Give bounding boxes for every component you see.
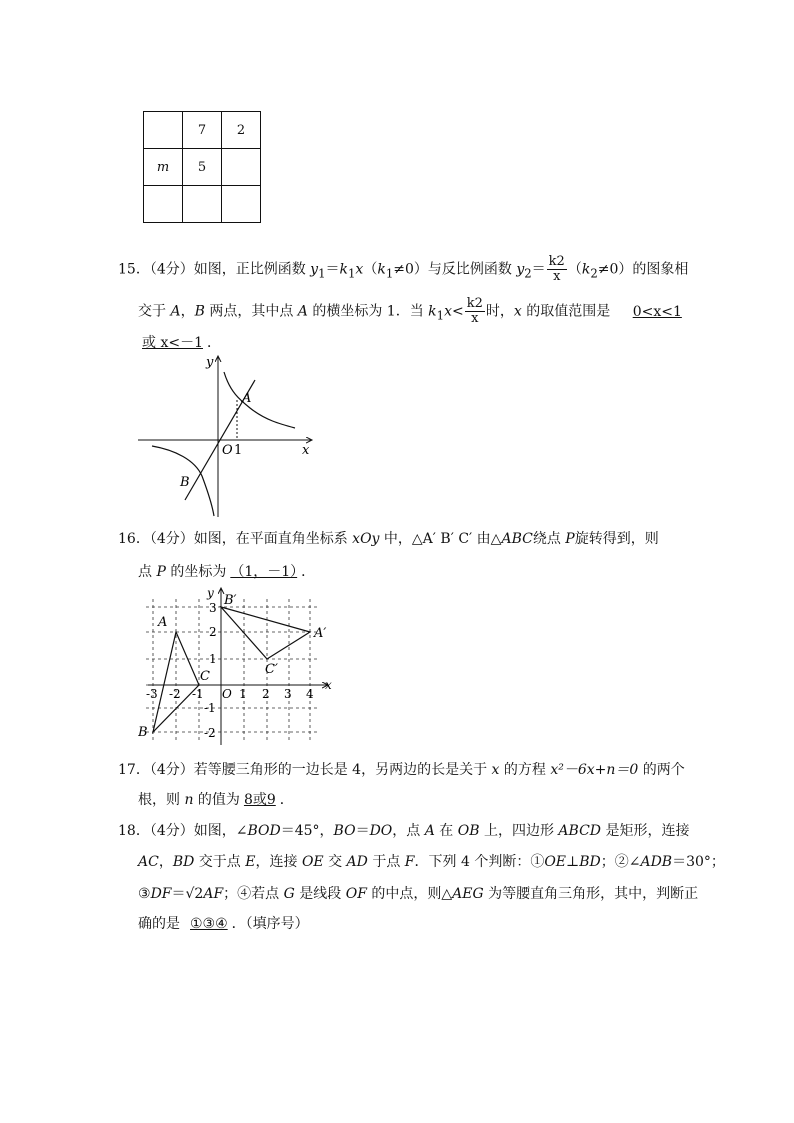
point-a-label: A [242, 391, 252, 406]
var: OB [457, 823, 480, 839]
q18-text: ＝√2 [171, 886, 204, 902]
point-c-label: C [200, 669, 210, 684]
q17-text: 17．（4分）若等腰三角形的一边长是 4，另两边的长是关于 [118, 762, 492, 778]
x-tick-label: -3 [146, 687, 158, 701]
var: OE [544, 854, 567, 870]
var: AC [138, 854, 159, 870]
q15-answer-cont: 或 x<－1 [142, 335, 203, 351]
grid-cell [144, 112, 183, 149]
frac-den: x [553, 269, 561, 284]
q17-text: 的两个 [638, 762, 685, 778]
origin-label: O [222, 443, 233, 458]
var: A [297, 303, 308, 320]
x-tick-label: -1 [192, 687, 204, 701]
var: n [184, 792, 194, 808]
q15-line3 [138, 333, 221, 353]
var: DO [369, 823, 393, 839]
q17-answer: 8或9 [243, 792, 276, 808]
q15-text: ≠0）的图象相 [597, 261, 689, 278]
point-a-label: A [158, 615, 168, 630]
q18-text: ＝ [355, 823, 370, 839]
var: AD [346, 854, 368, 870]
number-grid [143, 111, 261, 223]
sub: 1 [318, 266, 326, 281]
q16-figure [138, 585, 338, 750]
q18-text: 交于点 [194, 854, 246, 870]
var: x [513, 303, 522, 320]
hyperbola-branch-1 [224, 372, 295, 428]
q15-line1 [118, 255, 688, 284]
q17-text: 的方程 [499, 762, 551, 778]
frac-num: k2 [548, 254, 565, 269]
q18-line2 [138, 852, 725, 872]
var: k [581, 261, 591, 278]
q18-text: ，点 [392, 823, 425, 839]
q16-text: 16．（4分）如图，在平面直角坐标系 [118, 531, 353, 547]
point-b-label: B [180, 475, 190, 490]
var: B [194, 303, 205, 320]
x-axis-label: x [302, 443, 310, 458]
tick-label: 1 [234, 443, 243, 458]
q15-text: 时， [485, 303, 514, 320]
q18-text: ，连接 [255, 854, 302, 870]
var: k [339, 261, 348, 278]
q18-text: ．下列 4 个判断：① [414, 854, 545, 870]
frac-den: x [471, 311, 479, 326]
q16-text: 绕点 [532, 531, 566, 547]
var: y [516, 261, 525, 278]
q17-line1 [118, 760, 685, 780]
x-tick-label: 1 [239, 687, 247, 701]
grid-cell: m [144, 149, 183, 186]
q15-text: ＝ [531, 261, 546, 278]
q15-text: ＝ [325, 261, 340, 278]
y-tick-label: 3 [209, 601, 217, 615]
origin-label: O [222, 687, 232, 701]
q15-answer: 0<x<1 [632, 303, 682, 320]
q18-text: 是线段 [294, 886, 346, 902]
q15-text: 的横坐标为 1．当 [307, 303, 429, 320]
grid-cell: 7 [183, 112, 222, 149]
triangle-abc-prime [221, 607, 310, 659]
var: k [377, 261, 386, 278]
sub: 1 [348, 266, 356, 281]
point-c-prime-label: C′ [265, 662, 278, 677]
q18-text: ③ [138, 886, 151, 902]
q18-text: ＝45°， [280, 823, 334, 839]
var: E [245, 854, 256, 870]
q18-text: 在 [434, 823, 458, 839]
grid-cell [183, 186, 222, 223]
q18-line1 [118, 821, 689, 841]
q17-text: ． [279, 792, 294, 808]
y-axis-label: y [207, 586, 214, 600]
q18-text: 上，四边形 [479, 823, 559, 839]
var: DF [150, 886, 172, 902]
q15-line2 [138, 297, 686, 326]
q15-text: < [451, 303, 464, 320]
var: OF [345, 886, 367, 902]
q15-text: ， [180, 303, 195, 320]
sub: 2 [590, 266, 598, 281]
q15-text: ． [206, 335, 221, 351]
y-tick-label: -2 [204, 726, 216, 740]
q16-text: 的坐标为 [165, 564, 227, 580]
var: ABC [501, 531, 533, 547]
x-axis-label: x [325, 678, 332, 692]
q15-text: 15．（4分）如图，正比例函数 [118, 261, 311, 278]
q15-figure [130, 352, 330, 522]
fraction-k2-over-x [547, 255, 567, 284]
q18-text: ⊥ [566, 854, 580, 870]
q18-text: 于点 [367, 854, 405, 870]
q18-answer: ①③④ [190, 916, 228, 932]
var: k [428, 303, 437, 320]
x-tick-label: -2 [169, 687, 181, 701]
sub: 1 [385, 266, 394, 281]
var: P [565, 531, 575, 547]
grid-cell [222, 186, 261, 223]
sub: 2 [524, 266, 532, 281]
q18-text: 的中点，则△ [366, 886, 453, 902]
grid-cell: 2 [222, 112, 261, 149]
q16-line1 [118, 529, 659, 549]
point-b-label: B [138, 725, 148, 740]
q15-text: 两点，其中点 [204, 303, 298, 320]
var: OE [301, 854, 324, 870]
q17-line2 [138, 790, 294, 810]
q18-text: ；④若点 [223, 886, 284, 902]
frac-num: k2 [466, 296, 483, 311]
q15-text: ≠0）与反比例函数 [393, 261, 517, 278]
var: BO [333, 823, 356, 839]
var: BD [579, 854, 601, 870]
q16-answer: （1，－1） [230, 564, 298, 580]
q17-text: 根，则 [138, 792, 185, 808]
y-tick-label: 2 [209, 625, 217, 639]
y-tick-label: 1 [209, 652, 217, 666]
q18-text: 18．（4分）如图，∠ [118, 823, 248, 839]
y-axis-label: y [206, 355, 214, 370]
q15-text: （ [567, 261, 582, 278]
var: A [424, 823, 435, 839]
var: BOD [247, 823, 281, 839]
var: G [283, 886, 295, 902]
q18-text: ＝30°； [672, 854, 725, 870]
q18-text: ， [158, 854, 173, 870]
q16-text: 旋转得到，则 [574, 531, 659, 547]
x-tick-label: 4 [306, 687, 314, 701]
q16-text: 点 [138, 564, 157, 580]
var: ABCD [558, 823, 602, 839]
q18-text: 是矩形，连接 [601, 823, 690, 839]
point-b-prime-label: B′ [224, 593, 237, 608]
q16-text: 中，△A′ B′ C′ 由△ [379, 531, 502, 547]
q15-text: 的取值范围是 [521, 303, 611, 320]
var: AF [203, 886, 224, 902]
var: A [170, 303, 181, 320]
q18-line4 [138, 914, 309, 934]
var: y [310, 261, 319, 278]
var: AEG [452, 886, 484, 902]
grid-cell [222, 149, 261, 186]
grid-cell [144, 186, 183, 223]
point-a-prime-label: A′ [314, 626, 327, 641]
q18-text: 确的是 [138, 916, 180, 932]
q16-line2 [138, 562, 315, 582]
q18-text: ．（填序号） [231, 916, 309, 932]
q18-text: ；②∠ [600, 854, 641, 870]
q18-text: 交 [323, 854, 347, 870]
q17-text: 的值为 [193, 792, 240, 808]
var: BD [172, 854, 195, 870]
q15-text: （ [363, 261, 378, 278]
var: ADB [640, 854, 673, 870]
equation: x²－6x+n＝0 [550, 762, 639, 778]
q16-text: ． [301, 564, 316, 580]
var: x [355, 261, 364, 278]
fraction-k2-over-x [465, 297, 485, 326]
q18-text: 为等腰直角三角形，其中，判断正 [483, 886, 699, 902]
var: xOy [352, 531, 380, 547]
var: F [404, 854, 415, 870]
grid-cell: 5 [183, 149, 222, 186]
sub: 1 [436, 308, 445, 323]
q15-text: 交于 [138, 303, 171, 320]
var: x [491, 762, 500, 778]
x-tick-label: 2 [262, 687, 270, 701]
x-tick-label: 3 [284, 687, 292, 701]
var: x [444, 303, 452, 320]
q18-line3 [138, 884, 698, 904]
y-tick-label: -1 [204, 701, 216, 715]
var: P [156, 564, 166, 580]
